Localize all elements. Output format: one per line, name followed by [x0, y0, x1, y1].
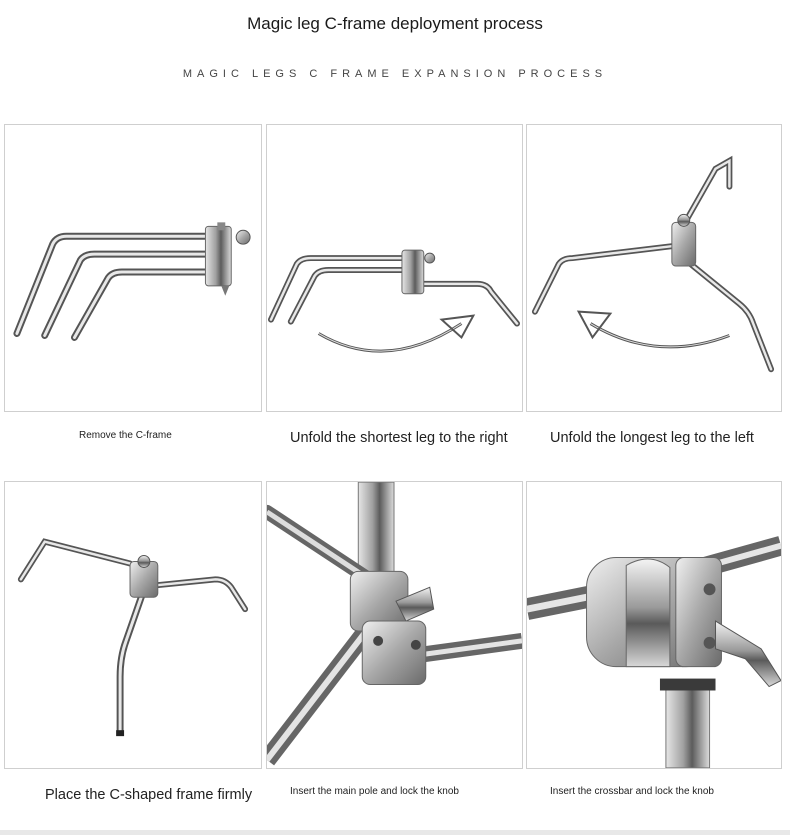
step-1-caption: Remove the C-frame: [79, 430, 172, 441]
unfold-short-leg-illustration: [267, 125, 522, 411]
folded-c-frame-illustration: [5, 125, 261, 411]
step-2-image: [266, 124, 523, 412]
page-title: Magic leg C-frame deployment process: [247, 14, 543, 33]
crossbar-closeup-illustration: [527, 482, 781, 768]
step-4-image: [4, 481, 262, 769]
unfold-long-leg-illustration: [527, 125, 781, 411]
step-6-caption: Insert the crossbar and lock the knob: [550, 786, 714, 797]
step-1-image: [4, 124, 262, 412]
main-pole-closeup-illustration: [267, 482, 522, 768]
c-frame-standing-illustration: [5, 482, 261, 768]
bottom-divider: [0, 830, 790, 835]
step-3-image: [526, 124, 782, 412]
page-subtitle: MAGIC LEGS C FRAME EXPANSION PROCESS: [182, 68, 608, 80]
step-5-image: [266, 481, 523, 769]
step-3-caption: Unfold the longest leg to the left: [550, 430, 754, 446]
step-4-caption: Place the C-shaped frame firmly: [45, 787, 253, 803]
step-2-caption: Unfold the shortest leg to the right: [290, 430, 508, 446]
step-6-image: [526, 481, 782, 769]
step-5-caption: Insert the main pole and lock the knob: [290, 786, 459, 797]
